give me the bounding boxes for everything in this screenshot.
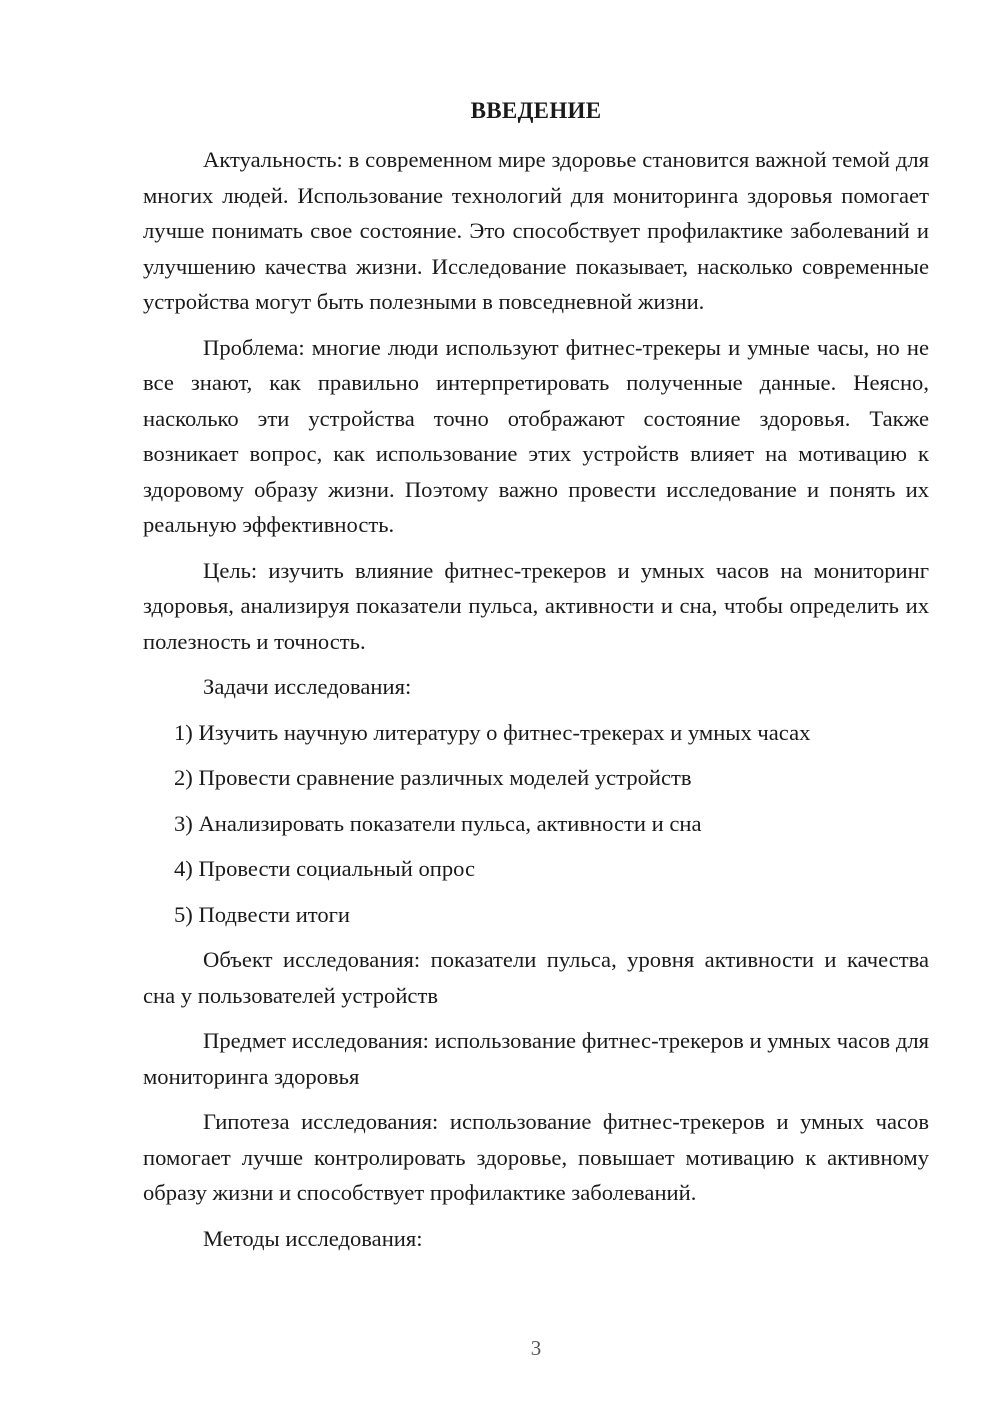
paragraph-goal: Цель: изучить влияние фитнес-трекеров и умных часов на мониторинг здоровья, анализируя показатели пульса, активности и сна, чтобы определить их полезность и точность.	[143, 557, 929, 654]
list-item: 5) Подвести итоги	[174, 901, 351, 927]
document-body	[143, 142, 929, 1266]
page-title: ВВЕДЕНИЕ	[470, 98, 602, 123]
list-item: 3) Анализировать показатели пульса, активности и сна	[174, 810, 702, 836]
paragraph-subject: Предмет исследования: использование фитнес-трекеров и умных часов для мониторинга здоровья	[143, 1028, 929, 1089]
tasks-heading: Задачи исследования:	[203, 674, 412, 699]
document-page	[143, 0, 929, 1414]
task-list	[143, 715, 929, 933]
list-item: 1) Изучить научную литературу о фитнес-трекерах и умных часах	[174, 719, 811, 745]
paragraph-relevance: Актуальность: в современном мире здоровье становится важной темой для многих людей. Использование технологий для мониторинга здоровья помогает лучше понимать свое состояние. Это способствует профилактике заболеваний и улучшению качества жизни. Исследование показывает, насколько современные устройства могут быть полезными в повседневной жизни.	[143, 147, 929, 314]
paragraph-hypothesis: Гипотеза исследования: использование фитнес-трекеров и умных часов помогает лучше контролировать здоровье, повышает мотивацию к активному образу жизни и способствует профилактике заболеваний.	[143, 1109, 929, 1205]
paragraph-object: Объект исследования: показатели пульса, уровня активности и качества сна у пользователей устройств	[143, 947, 929, 1008]
list-item: 2) Провести сравнение различных моделей устройств	[174, 765, 692, 790]
paragraph-problem: Проблема: многие люди используют фитнес-трекеры и умные часы, но не все знают, как правильно интерпретировать полученные данные. Неясно, насколько эти устройства точно отображают состояние здоровья. Также возникает вопрос, как использование этих устройств влияет на мотивацию к здоровому образу жизни. Поэтому важно провести исследование и понять их реальную эффективность.	[143, 334, 929, 537]
methods-heading: Методы исследования:	[203, 1225, 423, 1251]
list-item: 4) Провести социальный опрос	[174, 856, 476, 881]
page-number: 3	[530, 1336, 542, 1360]
